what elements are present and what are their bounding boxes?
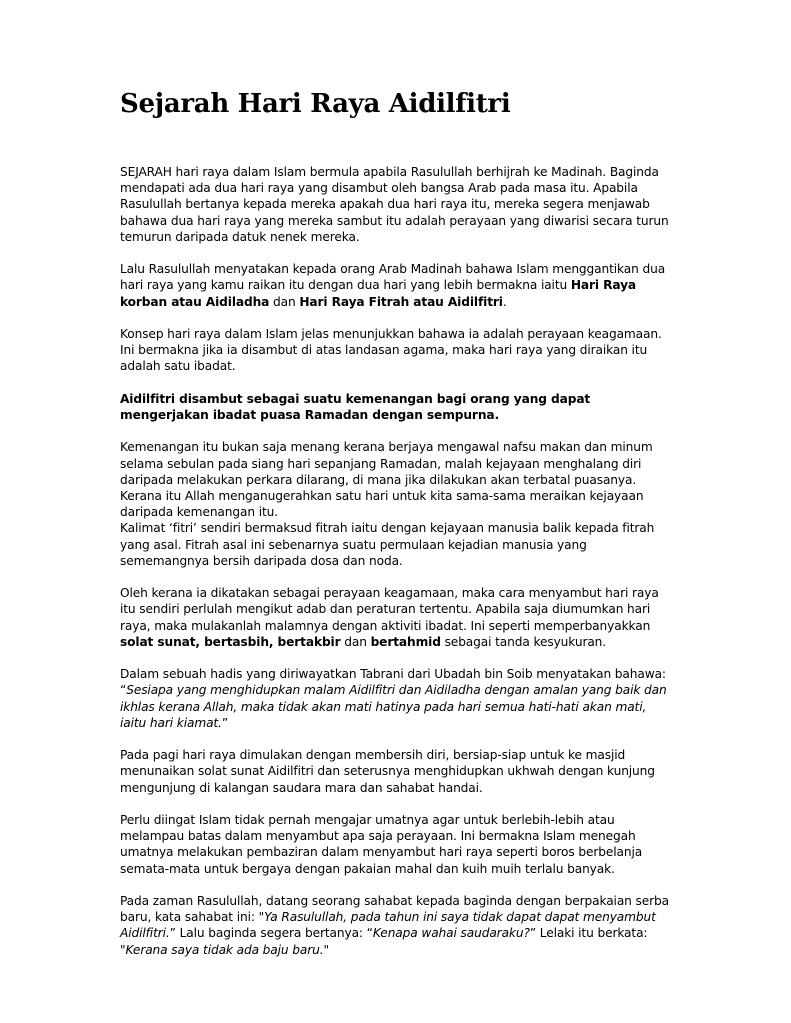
quote-open: “: [120, 683, 127, 698]
page-title: Sejarah Hari Raya Aidilfitri: [120, 89, 511, 119]
paragraph-6-text-c: dan: [340, 634, 371, 649]
paragraph-6-bold-1: solat sunat, bertasbih, bertakbir: [120, 634, 341, 649]
paragraph-4-bold: [120, 391, 675, 423]
paragraph-10-text-c: ” Lelaki itu berkata: ": [120, 926, 648, 957]
paragraph-10-text-d: ": [323, 942, 329, 957]
quote-close: ”: [221, 715, 229, 730]
paragraph-1: SEJARAH hari raya dalam Islam bermula apabila Rasulullah berhijrah ke Madinah. Baginda mendapati ada dua hari raya yang disambut oleh bangsa Arab pada masa itu. Apabila Rasulullah bertanya kepada mereka apakah dua hari raya itu, mereka segera menjawab bahawa dua hari raya yang mereka sambut itu adalah perayaan yang diwarisi secara turun temurun daripada datuk nenek mereka.: [120, 165, 669, 244]
document-page: [120, 84, 675, 974]
paragraph-3: Konsep hari raya dalam Islam jelas menunjukkan bahawa ia adalah perayaan keagamaan. Ini bermakna jika ia disambut di atas landasan agama, maka hari raya yang diraikan itu adalah satu ibadat.: [120, 327, 662, 374]
paragraph-7-intro: Dalam sebuah hadis yang diriwayatkan Tabrani dari Ubadah bin Soib menyatakan bahawa:: [120, 667, 666, 682]
paragraph-10-text-b: ” Lalu baginda segera bertanya: “: [169, 926, 373, 941]
paragraph-2-bold-2: Hari Raya Fitrah atau Aidilfitri: [299, 294, 503, 309]
paragraph-8: Pada pagi hari raya dimulakan dengan membersih diri, bersiap-siap untuk ke masjid menunaikan solat sunat Aidilfitri dan seterusnya menghidupkan ukhwah dengan kunjung mengunjung di kalangan saudara mara dan sahabat handai.: [120, 748, 655, 795]
paragraph-10-text-a: Pada zaman Rasulullah, datang seorang sahabat kepada baginda dengan berpakaian serba baru, kata sahabat ini: ": [120, 894, 669, 925]
hadith-quote: Sesiapa yang menghidupkan malam Aidilfitri dan Aidiladha dengan amalan yang baik dan ikhlas kerana Allah, maka tidak akan mati hatinya pada hari semua hati-hati akan mati, iaitu hari kiamat.: [120, 683, 667, 730]
paragraph-6-text-d: sebagai tanda kesyukuran.: [440, 634, 607, 649]
paragraph-2-text-d: .: [502, 294, 507, 309]
paragraph-7: [120, 666, 675, 731]
paragraph-6: [120, 585, 675, 650]
paragraph-5b: Kalimat ‘fitri’ sendiri bermaksud fitrah iaitu dengan kejayaan manusia balik kepada fitrah yang asal. Fitrah asal ini sebenarnya suatu permulaan kejadian manusia yang sememangnya bersih daripada dosa dan noda.: [120, 521, 655, 568]
paragraph-6-bold-2: bertahmid: [370, 634, 441, 649]
paragraph-10-italic-1: Ya Rasulullah, pada tahun ini saya tidak dapat dapat menyambut Aidilfitri.: [120, 910, 656, 941]
paragraph-2-text-c: dan: [269, 294, 300, 309]
paragraph-2: [120, 261, 675, 310]
paragraph-5a: Kemenangan itu bukan saja menang kerana berjaya mengawal nafsu makan dan minum selama sebulan pada siang hari sepanjang Ramadan, malah kejayaan menghalang diri daripada melakukan perkara dilarang, di mana jika dilakukan akan terbatal puasanya. Kerana itu Allah menganugerahkan satu hari untuk kita sama-sama meraikan kejayaan daripada kemenangan itu.: [120, 440, 653, 520]
paragraph-2-bold-1: Hari Raya korban atau Aidiladha: [120, 278, 637, 309]
article-body: [120, 164, 675, 958]
paragraph-2-text-a: Lalu Rasulullah menyatakan kepada orang Arab Madinah bahawa Islam menggantikan dua hari raya yang kamu raikan itu dengan dua hari yang lebih bermakna iaitu: [120, 262, 666, 293]
paragraph-9: Perlu diingat Islam tidak pernah mengajar umatnya agar untuk berlebih-lebih atau melampau batas dalam menyambut apa saja perayaan. Ini bermakna Islam menegah umatnya melakukan pembaziran dalam menyambut hari raya seperti boros berbelanja semata-mata untuk bergaya dengan pakaian mahal dan kuih muih terlalu banyak.: [120, 813, 643, 876]
paragraph-10-italic-3: Kerana saya tidak ada baju baru.: [125, 942, 324, 957]
paragraph-10: [120, 893, 675, 958]
paragraph-6-text-a: Oleh kerana ia dikatakan sebagai perayaan keagamaan, maka cara menyambut hari raya itu sendiri perlulah mengikut adab dan peraturan tertentu. Apabila saja diumumkan hari raya, maka mulakanlah malamnya dengan aktiviti ibadat. Ini seperti memperbanyakkan: [120, 586, 659, 633]
paragraph-4-text: Aidilfitri disambut sebagai suatu kemenangan bagi orang yang dapat mengerjakan ibadat puasa Ramadan dengan sempurna.: [120, 391, 591, 422]
paragraph-10-italic-2: Kenapa wahai saudaraku?: [372, 926, 530, 941]
